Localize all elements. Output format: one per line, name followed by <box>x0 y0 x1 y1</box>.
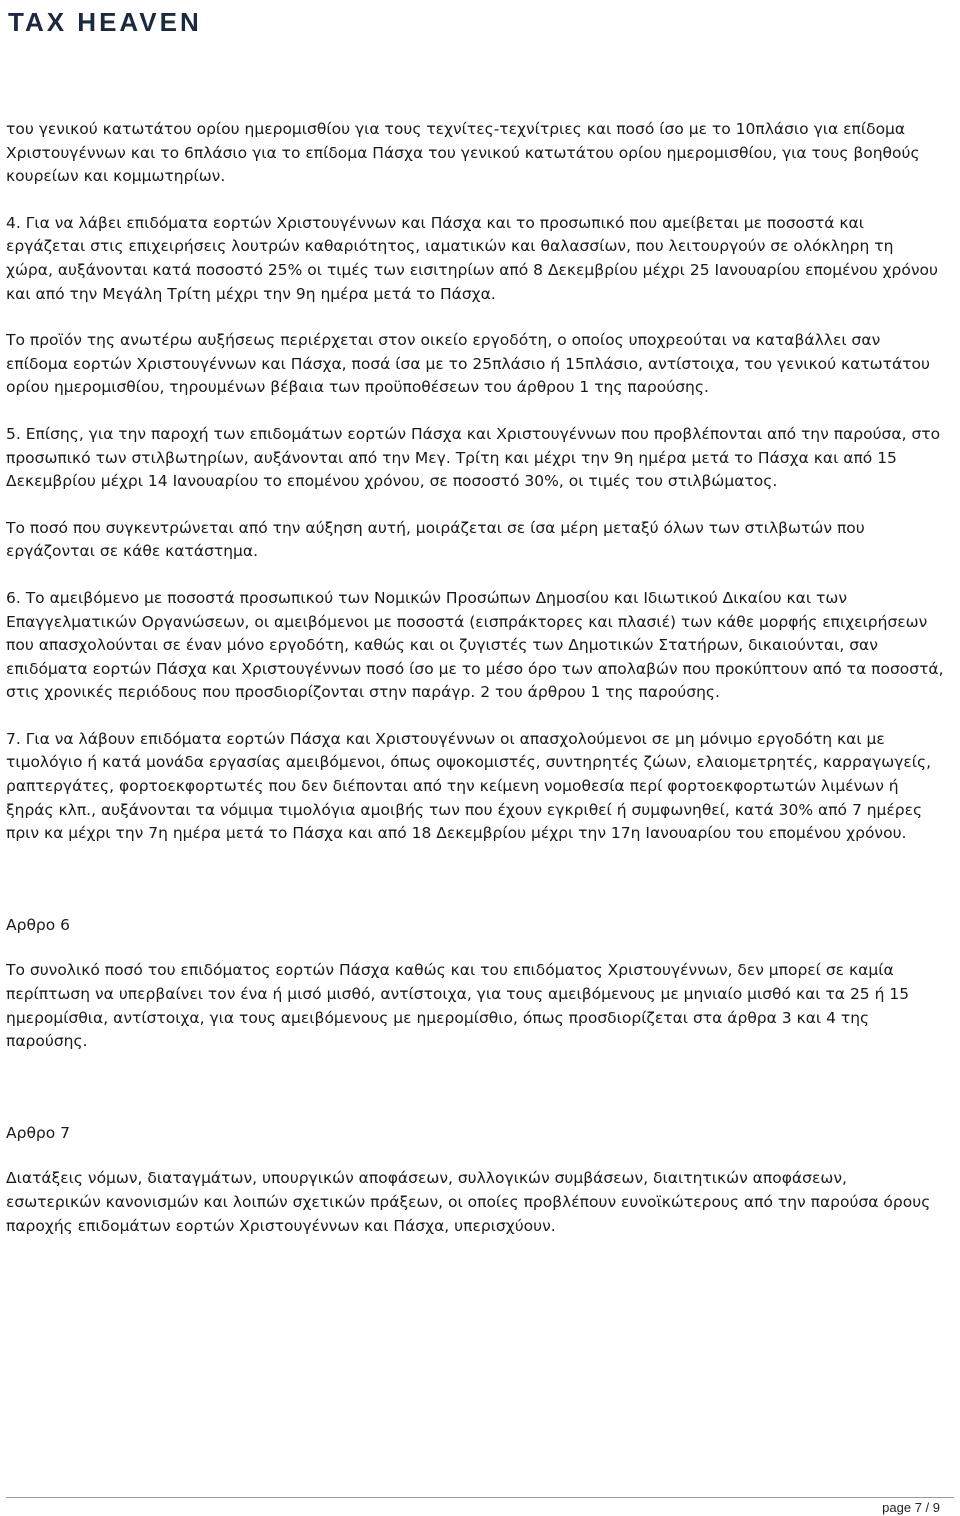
paragraph-5-continued: Το ποσό που συγκεντρώνεται από την αύξηση αυτή, μοιράζεται σε ίσα μέρη μεταξύ όλων των στιλβωτών που εργάζονται σε κάθε κατάστημα. <box>6 518 865 561</box>
paragraph-4: 4. Για να λάβει επιδόματα εορτών Χριστουγέννων και Πάσχα και το προσωπικό που αμείβεται με ποσοστά και εργάζεται στις επιχειρήσεις λουτρών καθαριότητος, ιαματικών και θαλασσίων, που λειτουργούν σε ολόκληρη τη χώρα, αυξάνονται κατά ποσοστό 25% οι τιμές των εισιτηρίων από 8 Δεκεμβρίου μέχρι 25 Ιανουαρίου επομένου χρόνου και από την Μεγάλη Τρίτη μέχρι την 9η ημέρα μετά το Πάσχα. <box>6 213 938 303</box>
tax-heaven-logo <box>6 6 256 36</box>
page-number: page 7 / 9 <box>882 1500 940 1515</box>
article-6-title: Αρθρο 6 <box>6 915 71 934</box>
paragraph-6: 6. Το αμειβόμενο με ποσοστά προσωπικού των Νομικών Προσώπων Δημοσίου και Ιδιωτικού Δικαίου και των Επαγγελματικών Οργανώσεων, οι αμειβόμενοι με ποσοστά (εισπράκτορες και πλασιέ) των κάθε μορφής επιχειρήσεων που απασχολούνται σε έναν μόνο εργοδότη, καθώς και οι ζυγιστές των Δημοτικών Στατήρων, δικαιούνται, σαν επιδόματα εορτών Πάσχα και Χριστουγέννων ποσό ίσο με το μέσο όρο των απολαβών που προκύπτουν από τα ποσοστά, στις χρονικές περιόδους που προσδιορίζονται στην παράγρ. 2 του άρθρου 1 της παρούσης. <box>6 588 944 702</box>
logo-text: TAX HEAVEN <box>8 7 202 36</box>
document-body <box>6 118 944 1238</box>
footer-divider <box>6 1497 954 1498</box>
article-7-text: Διατάξεις νόμων, διαταγμάτων, υπουργικών αποφάσεων, συλλογικών συμβάσεων, διαιτητικών αποφάσεων, εσωτερικών κανονισμών και λοιπών σχετικών πράξεων, οι οποίες προβλέπουν ευνοϊκώτερους από την παρούσα όρους παροχής επιδομάτων εορτών Χριστουγέννων και Πάσχα, υπερισχύουν. <box>6 1169 931 1235</box>
article-7-title: Αρθρο 7 <box>6 1123 71 1142</box>
article-6-text: Το συνολικό ποσό του επιδόματος εορτών Πάσχα καθώς και του επιδόματος Χριστουγέννων, δεν μπορεί σε καμία περίπτωση να υπερβαίνει τον ένα ή μισό μισθό, αντίστοιχα, για τους αμειβόμενους με μηνιαίο μισθό και τα 25 ή 15 ημερομίσθια, αντίστοιχα, για τους αμειβόμενους με ημερομίσθιο, όπως προσδιορίζεται στα άρθρα 3 και 4 της παρούσης. <box>6 961 910 1051</box>
paragraph-5: 5. Επίσης, για την παροχή των επιδομάτων εορτών Πάσχα και Χριστουγέννων που προβλέπονται από την παρούσα, στο προσωπικό των στιλβωτηρίων, αυξάνονται από την Μεγ. Τρίτη και μέχρι την 9η ημέρα μετά το Πάσχα και από 15 Δεκεμβρίου μέχρι 14 Ιανουαρίου το επομένου χρόνου, σε ποσοστό 30%, οι τιμές του στιλβώματος. <box>6 424 941 491</box>
paragraph-4-continued: Το προϊόν της ανωτέρω αυξήσεως περιέρχεται στον οικείο εργοδότη, ο οποίος υποχρεούται να καταβάλλει σαν επίδομα εορτών Χριστουγέννων και Πάσχα, ποσά ίσα με το 25πλάσιο ή 15πλάσιο, αντίστοιχα, του γενικού κατωτάτου ορίου ημερομισθίου, τηρουμένων βέβαια των προϋποθέσεων του άρθρου 1 της παρούσης. <box>6 331 930 397</box>
paragraph-7: 7. Για να λάβουν επιδόματα εορτών Πάσχα και Χριστουγέννων οι απασχολούμενοι σε μη μόνιμο εργοδότη και με τιμολόγιο ή κατά μονάδα εργασίας αμειβόμενοι, όπως οψοκομιστές, συντηρητές ζώων, ελαιομετρητές, καρραγωγείς, ραπτεργάτες, φορτοεκφορτωτές που δεν διέπονται από την κείμενη νομοθεσία περί φορτοεκφορτωτών λιμένων ή ξηράς κλπ., αυξάνονται τα νόμιμα τιμολόγια αμοιβής των που έχουν εγκριθεί ή συμφωνηθεί, κατά 30% από 7 ημέρες πριν κα μέχρι την 7η ημέρα μετά το Πάσχα και από 18 Δεκεμβρίου μέχρι την 17η Ιανουαρίου του επομένου χρόνου. <box>6 729 932 843</box>
paragraph-continuation: του γενικού κατωτάτου ορίου ημερομισθίου για τους τεχνίτες-τεχνίτριες και ποσό ίσο με το 10πλάσιο για επίδομα Χριστουγέννων και το 6πλάσιο για το επίδομα Πάσχα του γενικού κατωτάτου ορίου ημερομισθίου, για τους βοηθούς κουρείων και κομμωτηρίων. <box>6 120 920 186</box>
